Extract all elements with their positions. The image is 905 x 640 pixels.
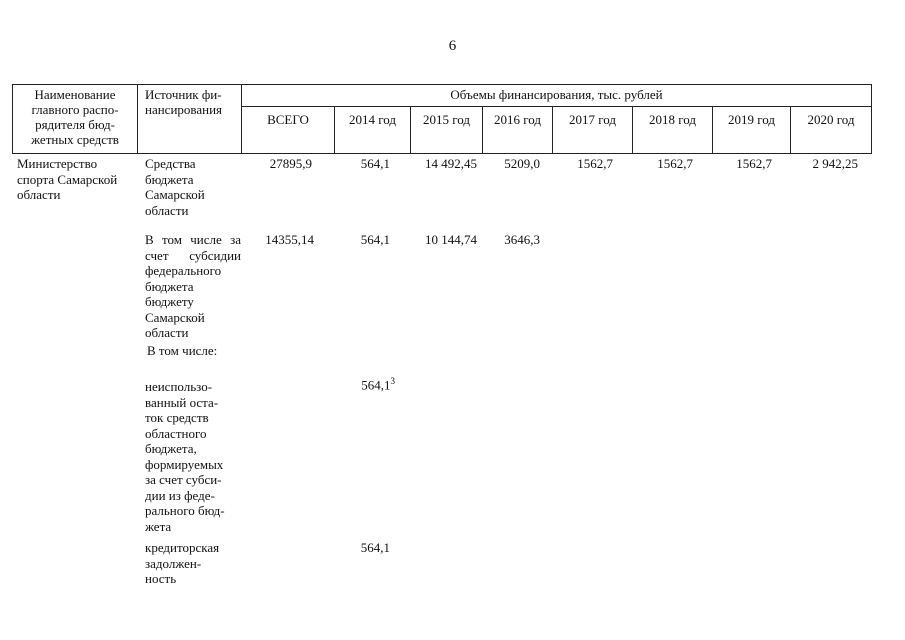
row2-source-line: счет субсидии bbox=[145, 247, 241, 263]
row4-source bbox=[145, 379, 241, 534]
row4-source-line: неиспользо- bbox=[145, 379, 213, 394]
row2-value-2014: 564,1 bbox=[360, 232, 390, 247]
row5-source-line: ность bbox=[145, 571, 177, 586]
row1-name-line: области bbox=[17, 187, 61, 202]
row2-value-2015: 10 144,74 bbox=[425, 232, 477, 247]
page-number: 6 bbox=[448, 38, 457, 54]
header-year-total: ВСЕГО bbox=[267, 112, 309, 127]
header-year-2015: 2015 год bbox=[423, 112, 470, 127]
row1-name-line: спорта Самарской bbox=[17, 171, 118, 187]
row4-source-line: жета bbox=[145, 518, 172, 534]
row1-value-total: 27895,9 bbox=[269, 156, 312, 171]
header-year-2016: 2016 год bbox=[494, 112, 541, 127]
row1-source bbox=[145, 156, 241, 218]
row1-source-line: Самарской bbox=[145, 187, 205, 202]
row1-source-line: бюджета bbox=[145, 171, 194, 187]
header-name-column bbox=[13, 87, 137, 147]
header-volume-title: Объемы финансирования, тыс. рублей bbox=[450, 87, 663, 102]
row2-source-line: бюджета bbox=[145, 278, 194, 294]
row2-source-line: Самарской bbox=[145, 309, 205, 325]
row2-value-2016: 3646,3 bbox=[504, 232, 540, 247]
header-year-2014: 2014 год bbox=[349, 112, 396, 127]
row1-source-line: области bbox=[145, 202, 189, 218]
row5-source-line: задолжен- bbox=[145, 555, 202, 571]
header-year-2017: 2017 год bbox=[569, 112, 616, 127]
row4-source-line: дии из феде- bbox=[145, 487, 215, 503]
row5-value-2014: 564,1 bbox=[360, 540, 390, 555]
row1-name bbox=[17, 156, 137, 203]
row4-source-line: за счет субси- bbox=[145, 472, 222, 487]
row1-value-2016: 5209,0 bbox=[504, 156, 540, 171]
header-source-line: нансирования bbox=[145, 102, 223, 117]
row1-value-2018: 1562,7 bbox=[657, 156, 693, 171]
header-year-2018: 2018 год bbox=[649, 112, 696, 127]
row4-source-line: рального бюд- bbox=[145, 503, 225, 518]
row1-value-2020: 2 942,25 bbox=[812, 156, 858, 171]
header-name-line: Наименование bbox=[34, 87, 116, 102]
footnote-marker: 3 bbox=[390, 376, 395, 386]
row5-source-line: кредиторская bbox=[145, 540, 220, 555]
row4-value-2014 bbox=[335, 374, 395, 392]
row4-source-line: областного bbox=[145, 425, 207, 441]
header-year-2020: 2020 год bbox=[807, 112, 855, 127]
row1-source-line: Средства bbox=[145, 156, 196, 171]
row4-value-2014-number: 564,1 bbox=[361, 377, 391, 393]
row5-source bbox=[145, 540, 241, 587]
row2-source-line: В том числе за bbox=[145, 232, 241, 247]
row1-name-line: Министерство bbox=[17, 156, 98, 171]
row1-value-2019: 1562,7 bbox=[736, 156, 772, 171]
row4-source-line: ванный оста- bbox=[145, 394, 219, 410]
row3-label: В том числе: bbox=[147, 343, 218, 358]
header-name-line: главного распо- bbox=[31, 102, 119, 117]
row2-source-line: федерального bbox=[145, 263, 222, 278]
header-source-line: Источник фи- bbox=[145, 87, 222, 102]
row4-source-line: бюджета, bbox=[145, 441, 197, 456]
row1-value-2017: 1562,7 bbox=[577, 156, 613, 171]
row1-value-2014: 564,1 bbox=[360, 156, 390, 171]
row4-source-line: ток средств bbox=[145, 410, 209, 425]
header-source-column bbox=[145, 87, 241, 117]
row2-source-line: области bbox=[145, 325, 189, 340]
row2-source bbox=[145, 232, 241, 341]
header-name-line: рядителя бюд- bbox=[35, 117, 115, 132]
row2-value-total: 14355,14 bbox=[265, 232, 314, 247]
row2-source-line: бюджету bbox=[145, 294, 194, 309]
header-year-2019: 2019 год bbox=[728, 112, 775, 127]
header-name-line: жетных средств bbox=[31, 132, 119, 147]
row4-source-line: формируемых bbox=[145, 456, 224, 472]
row1-value-2015: 14 492,45 bbox=[425, 156, 477, 171]
